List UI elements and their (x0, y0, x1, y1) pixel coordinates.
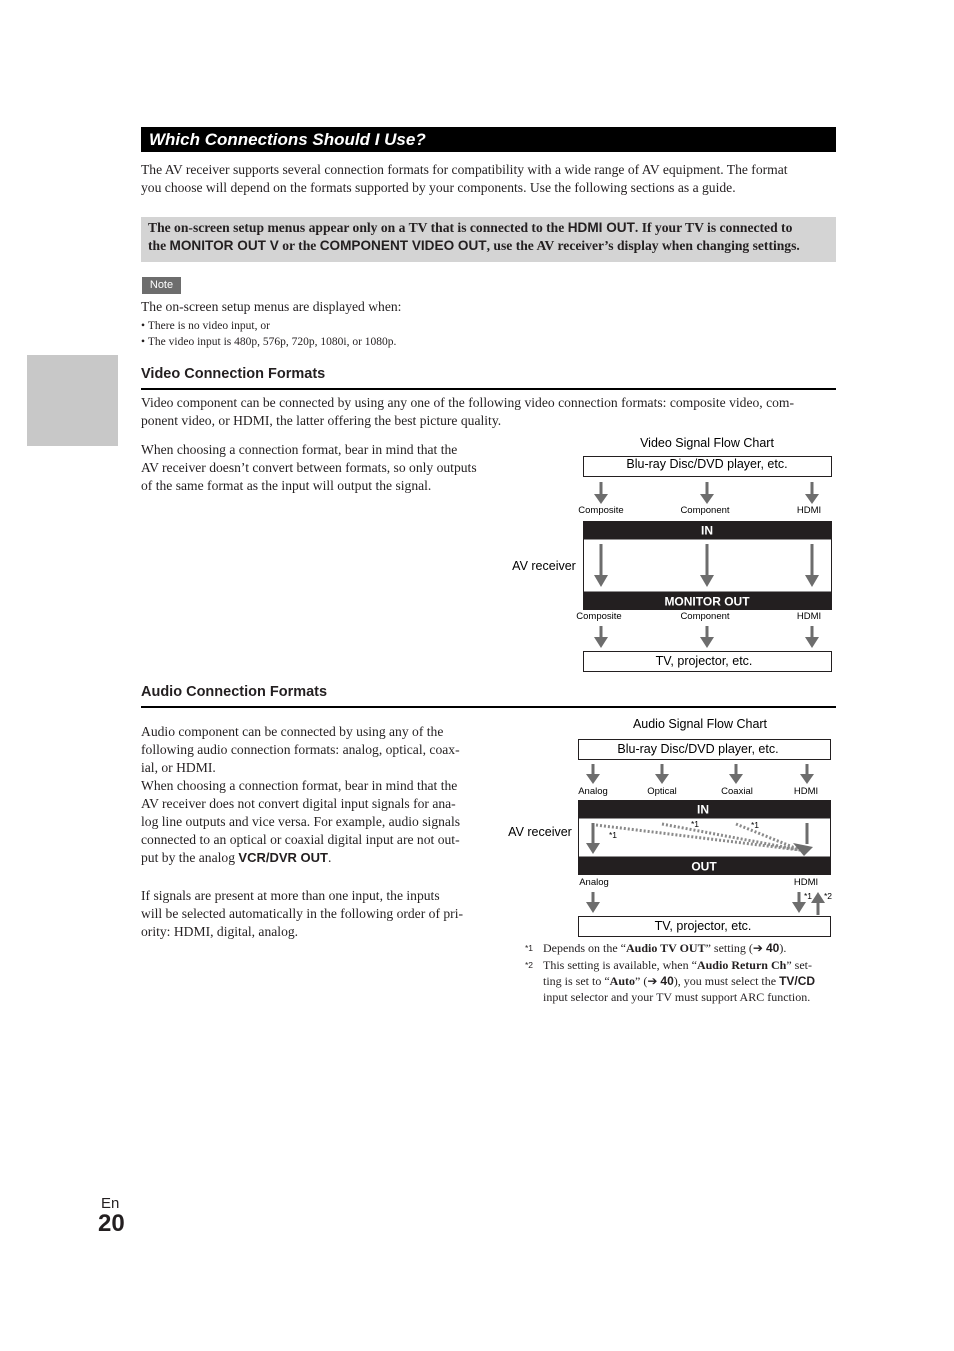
note-bullet: • There is no video input, or (141, 320, 270, 332)
arrow-head (792, 902, 806, 913)
video-chart-title: Video Signal Flow Chart (640, 436, 774, 450)
video-out-bar-label: MONITOR OUT (664, 594, 750, 609)
audio-dest-label: TV, projector, etc. (654, 919, 752, 933)
footnote-marker-1: *1 (750, 820, 760, 830)
audio-receiver-label: AV receiver (508, 825, 572, 839)
video-in-label: Composite (578, 505, 624, 516)
audio-in-label: HDMI (793, 786, 819, 797)
footnote-marker-1: *1 (690, 819, 700, 829)
audio-input-arrows (593, 764, 807, 777)
video-receiver-label: AV receiver (512, 559, 576, 573)
arrow-head (586, 902, 600, 913)
audio-paragraph-3: If signals are present at more than one input, the inputs will be selected automatically in the following order of pri- ority: HDMI, digital, analog. (141, 888, 463, 939)
video-paragraph-1: Video component can be connected by using any one of the following video connection formats: composite video, com- ponent video, or HDMI, the latter offering the best picture quality. (141, 395, 795, 428)
video-out-label: Component (680, 611, 730, 622)
audio-signal-flow-chart (500, 710, 840, 945)
video-in-bar-label: IN (701, 523, 713, 538)
arrow-head (729, 774, 743, 784)
arrow-icon: ➔ (752, 941, 763, 955)
audio-in-label: Optical (647, 786, 677, 797)
video-in-label: Component (680, 505, 730, 516)
audio-out-label: HDMI (793, 877, 819, 888)
arrow-head (805, 637, 819, 648)
video-heading: Video Connection Formats (141, 366, 326, 382)
page-language: En (101, 1195, 120, 1212)
intro-paragraph: The AV receiver supports several connection formats for compatibility with a wide range of AV equipment. The format you choose will depend on the formats supported by your components. Use the following sections as a guide. (141, 162, 788, 195)
note-bullet: • The video input is 480p, 576p, 720p, 1080i, or 1080p. (141, 336, 397, 348)
video-out-label: Composite (576, 611, 622, 622)
video-signal-flow-chart (500, 430, 840, 680)
audio-paragraph-2: When choosing a connection format, bear in mind that the AV receiver does not convert digital input signals for ana- log line outputs and vice versa. For example, audio signals connected to an optical or coaxial digital input are not out- put by the analog VCR/DVR OUT. (141, 778, 461, 865)
arrow-icon: ➔ (647, 974, 658, 988)
arrow-head (800, 774, 814, 784)
audio-heading-rule (141, 706, 836, 708)
footnote-marker-1: *1 (608, 830, 618, 840)
arrow-head (594, 494, 608, 504)
side-tab (27, 355, 118, 446)
footnote-2: $^{*2}$ This setting is available, when “Audio Return Ch” set- ting is set to “Auto” (➔ 40), you must select the TV/CD input selector and your TV must support ARC function. (525, 958, 816, 1004)
arrow-head (700, 637, 714, 648)
arrow-head (594, 637, 608, 648)
audio-in-label: Analog (578, 786, 608, 797)
audio-in-bar-label: IN (697, 802, 709, 817)
audio-paragraph-1: Audio component can be connected by using any of the following audio connection formats: analog, optical, coax- ial, or HDMI. (141, 724, 460, 775)
audio-chart-title: Audio Signal Flow Chart (632, 717, 768, 731)
arrow-head (655, 774, 669, 784)
video-paragraph-2: When choosing a connection format, bear in mind that the AV receiver doesn’t convert between formats, so only outputs of the same format as the input will output the signal. (141, 442, 477, 493)
audio-out-bar-label: OUT (691, 859, 717, 874)
footnote-marker-1: *1 (803, 891, 813, 901)
arrow-head (586, 774, 600, 784)
section-title: Which Connections Should I Use? (141, 127, 836, 152)
audio-in-label: Coaxial (721, 786, 753, 797)
video-in-label: HDMI (796, 505, 822, 516)
arrow-head (805, 494, 819, 504)
video-out-label: HDMI (796, 611, 822, 622)
note-badge: Note (142, 277, 181, 294)
arrow-head (811, 892, 825, 903)
footnote-marker-2: *2 (823, 891, 833, 901)
footnote-1: $^{*1}$ Depends on the “Audio TV OUT” setting (➔ 40). (525, 941, 787, 955)
audio-heading: Audio Connection Formats (141, 684, 328, 700)
page-number: 20 (98, 1210, 125, 1237)
audio-out-label: Analog (579, 877, 609, 888)
arrow-head (700, 494, 714, 504)
video-heading-rule (141, 388, 836, 390)
notice-box: The on-screen setup menus appear only on a TV that is connected to the HDMI OUT. If your TV is connected to the MONITOR OUT V or the COMPONENT VIDEO OUT, use the AV receiver’s display when changing settings. (141, 217, 836, 262)
video-source-label: Blu-ray Disc/DVD player, etc. (626, 457, 788, 471)
audio-source-label: Blu-ray Disc/DVD player, etc. (617, 742, 779, 756)
note-text: The on-screen setup menus are displayed when: (141, 299, 402, 314)
video-dest-label: TV, projector, etc. (655, 654, 753, 668)
